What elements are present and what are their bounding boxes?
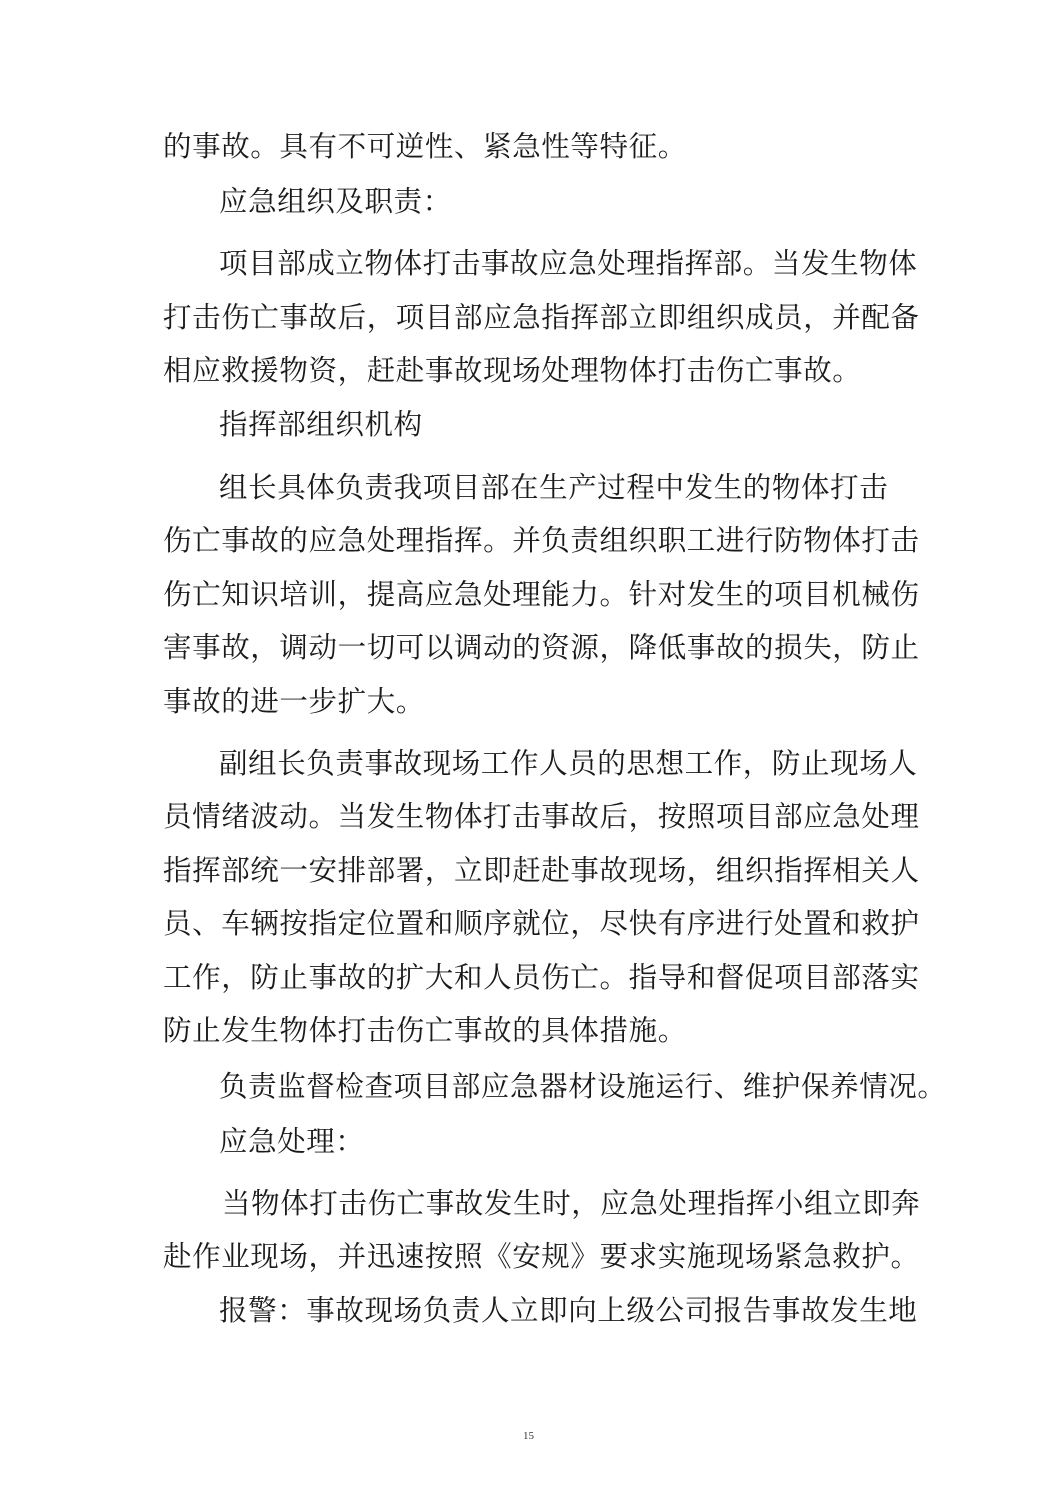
text-line-5: 相应救援物资，赶赴事故现场处理物体打击伤亡事故。 — [163, 354, 862, 387]
text-line-10: 害事故，调动一切可以调动的资源，降低事故的损失，防止 — [163, 631, 920, 664]
text-line-16: 工作，防止事故的扩大和人员伤亡。指导和督促项目部落实 — [163, 961, 920, 994]
text-line-11: 事故的进一步扩大。 — [163, 685, 425, 718]
text-line-22: 报警：事故现场负责人立即向上级公司报告事故发生地 — [219, 1294, 918, 1327]
text-line-4: 打击伤亡事故后，项目部应急指挥部立即组织成员，并配备 — [163, 301, 920, 334]
text-line-15: 员、车辆按指定位置和顺序就位，尽快有序进行处置和救护 — [163, 907, 920, 940]
text-line-20: 当物体打击伤亡事故发生时，应急处理指挥小组立即奔 — [222, 1187, 921, 1220]
section-heading-emergency-organization: 应急组织及职责： — [219, 185, 452, 218]
text-line-12: 副组长负责事故现场工作人员的思想工作，防止现场人 — [219, 747, 918, 780]
text-line-18: 负责监督检查项目部应急器材设施运行、维护保养情况。 — [219, 1070, 947, 1103]
text-line-3: 项目部成立物体打击事故应急处理指挥部。当发生物体 — [219, 247, 918, 280]
text-line-8: 伤亡事故的应急处理指挥。并负责组织职工进行防物体打击 — [163, 524, 920, 557]
text-line-14: 指挥部统一安排部署，立即赶赴事故现场，组织指挥相关人 — [163, 854, 920, 887]
section-heading-command-structure: 指挥部组织机构 — [219, 408, 423, 441]
text-line-7: 组长具体负责我项目部在生产过程中发生的物体打击 — [219, 471, 889, 504]
text-line-13: 员情绪波动。当发生物体打击事故后，按照项目部应急处理 — [163, 800, 920, 833]
section-heading-emergency-handling: 应急处理： — [219, 1125, 365, 1158]
text-line-9: 伤亡知识培训，提高应急处理能力。针对发生的项目机械伤 — [163, 578, 920, 611]
text-line-21: 赴作业现场，并迅速按照《安规》要求实施现场紧急救护。 — [163, 1240, 920, 1273]
text-line-17: 防止发生物体打击伤亡事故的具体措施。 — [163, 1014, 687, 1047]
text-line-1: 的事故。具有不可逆性、紧急性等特征。 — [163, 130, 687, 163]
page-number: 15 — [523, 1430, 534, 1442]
